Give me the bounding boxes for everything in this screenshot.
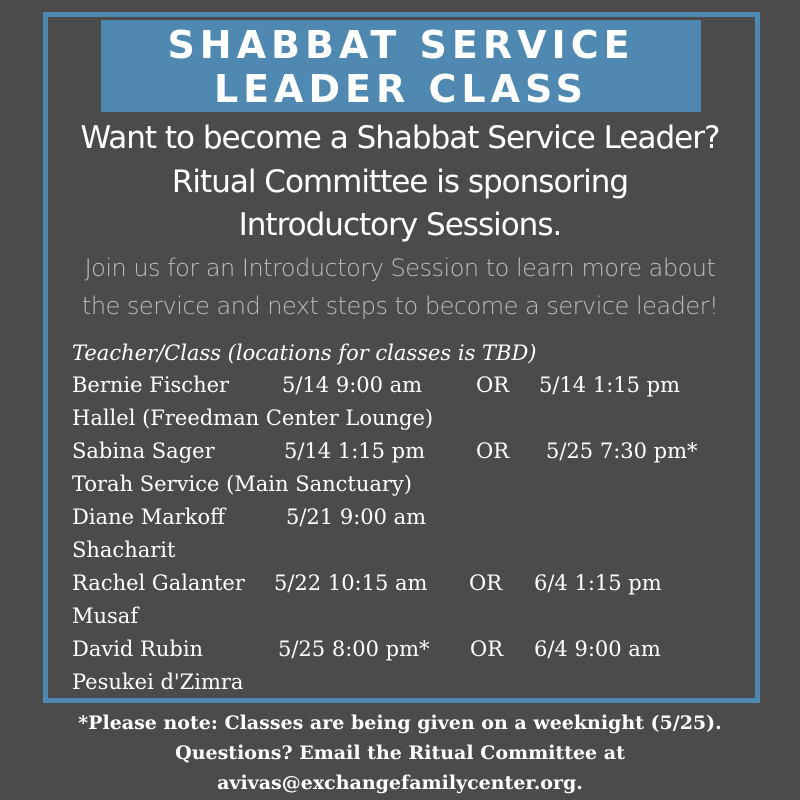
- session-time-1: 5/14 9:00 am: [282, 373, 423, 397]
- class-name: Musaf: [72, 604, 139, 628]
- or-label: OR: [470, 637, 504, 661]
- or-label: OR: [476, 373, 510, 397]
- headline-line-1: Want to become a Shabbat Service Leader?: [80, 120, 720, 156]
- teacher-name: Bernie Fischer: [72, 373, 230, 397]
- session-time-2: 5/14 1:15 pm: [539, 373, 681, 397]
- footer-note: *Please note: Classes are being given on a weeknight (5/25).: [78, 712, 722, 734]
- or-label: OR: [469, 571, 503, 595]
- session-time-2: 6/4 1:15 pm: [534, 571, 662, 595]
- teacher-name: Sabina Sager: [72, 439, 215, 463]
- class-name: Shacharit: [72, 538, 176, 562]
- title-banner: [101, 20, 701, 112]
- headline-line-2: Ritual Committee is sponsoring: [171, 164, 629, 200]
- class-name: Pesukei d'Zimra: [72, 670, 244, 694]
- title-line-1: SHABBAT SERVICE: [167, 23, 635, 67]
- footer-questions: Questions? Email the Ritual Committee at: [175, 742, 625, 764]
- session-time-2: 6/4 9:00 am: [534, 637, 661, 661]
- intro-line-1: Join us for an Introductory Session to learn more about: [84, 254, 716, 282]
- intro-line-2: the service and next steps to become a service leader!: [81, 292, 719, 320]
- session-time-1: 5/21 9:00 am: [286, 505, 427, 529]
- teacher-name: David Rubin: [72, 637, 204, 661]
- schedule-header: Teacher/Class (locations for classes is TBD): [72, 341, 537, 365]
- footer-email: avivas@exchangefamilycenter.org.: [217, 772, 583, 794]
- class-name: Hallel (Freedman Center Lounge): [72, 406, 434, 430]
- teacher-name: Diane Markoff: [72, 505, 226, 529]
- or-label: OR: [476, 439, 510, 463]
- teacher-name: Rachel Galanter: [72, 571, 245, 595]
- class-name: Torah Service (Main Sanctuary): [72, 472, 412, 496]
- session-time-1: 5/22 10:15 am: [274, 571, 428, 595]
- session-time-1: 5/25 8:00 pm*: [278, 637, 430, 661]
- headline-line-3: Introductory Sessions.: [238, 207, 562, 243]
- session-time-2: 5/25 7:30 pm*: [546, 439, 698, 463]
- title-line-2: LEADER CLASS: [213, 67, 589, 111]
- session-time-1: 5/14 1:15 pm: [284, 439, 426, 463]
